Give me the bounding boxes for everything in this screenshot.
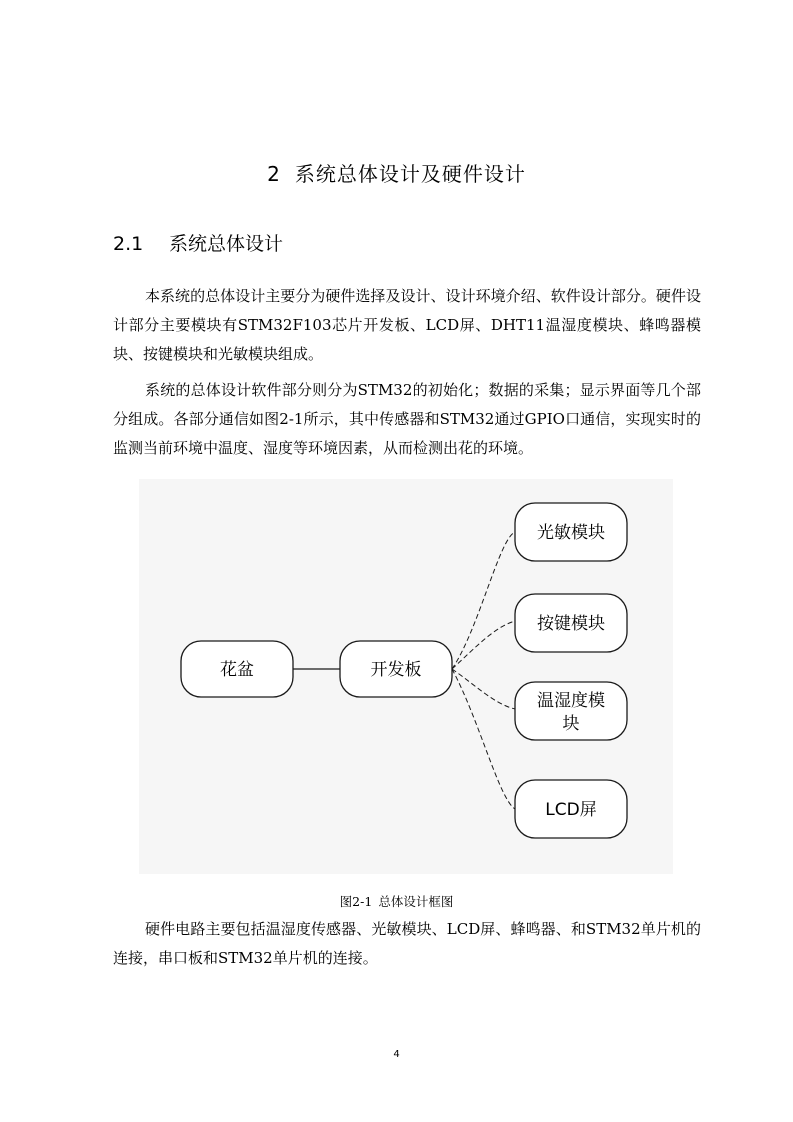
node-key-module xyxy=(515,594,627,652)
node-key-module-label: 按键模块 xyxy=(537,614,605,634)
section-title-text: 系统总体设计 xyxy=(169,233,284,255)
section-title xyxy=(113,229,283,256)
edge-devboard-light-module xyxy=(452,532,515,669)
node-flowerpot xyxy=(181,641,293,697)
node-temp-humidity-label-line1: 温湿度模 xyxy=(537,691,605,711)
node-lcd xyxy=(515,780,627,838)
edge-devboard-temp-humidity xyxy=(452,669,515,709)
figure-caption-text: 总体设计框图 xyxy=(378,894,454,909)
paragraph-software: 系统的总体设计软件部分则分为STM32的初始化；数据的采集；显示界面等几个部分组成。各部分通信如图2-1所示，其中传感器和STM32通过GPIO口通信，实现实时的监测当前环境中温度、湿度等环境因素，从而检测出花的环境。 xyxy=(113,381,701,457)
chapter-title-text: 系统总体设计及硬件设计 xyxy=(294,162,526,186)
node-devboard xyxy=(340,641,452,697)
chapter-title xyxy=(0,158,793,187)
node-flowerpot-label: 花盆 xyxy=(220,660,254,680)
figure-caption-number: 图2-1 xyxy=(339,894,373,909)
block-diagram-figure xyxy=(139,479,673,874)
node-light-module xyxy=(515,503,627,561)
node-temp-humidity-label-line2: 块 xyxy=(562,714,580,734)
page-number: 4 xyxy=(393,1049,400,1060)
node-temp-humidity-module xyxy=(515,682,627,740)
paragraph-hardware: 硬件电路主要包括温湿度传感器、光敏模块、LCD屏、蜂鸣器、和STM32单片机的连接，串口板和STM32单片机的连接。 xyxy=(113,920,701,967)
chapter-number: 2 xyxy=(267,162,281,186)
node-devboard-label: 开发板 xyxy=(370,660,422,680)
paragraph-overview: 本系统的总体设计主要分为硬件选择及设计、设计环境介绍、软件设计部分。硬件设计部分主要模块有STM32F103芯片开发板、LCD屏、DHT11温湿度模块、蜂鸣器模块、按键模块和光敏模块组成。 xyxy=(113,287,701,363)
edge-devboard-lcd xyxy=(452,669,515,809)
section-number: 2.1 xyxy=(113,233,144,255)
node-light-module-label: 光敏模块 xyxy=(537,523,605,543)
node-lcd-label: LCD屏 xyxy=(545,800,597,820)
edge-devboard-key-module xyxy=(452,621,515,669)
block-diagram xyxy=(139,479,673,874)
figure-caption xyxy=(0,892,793,910)
